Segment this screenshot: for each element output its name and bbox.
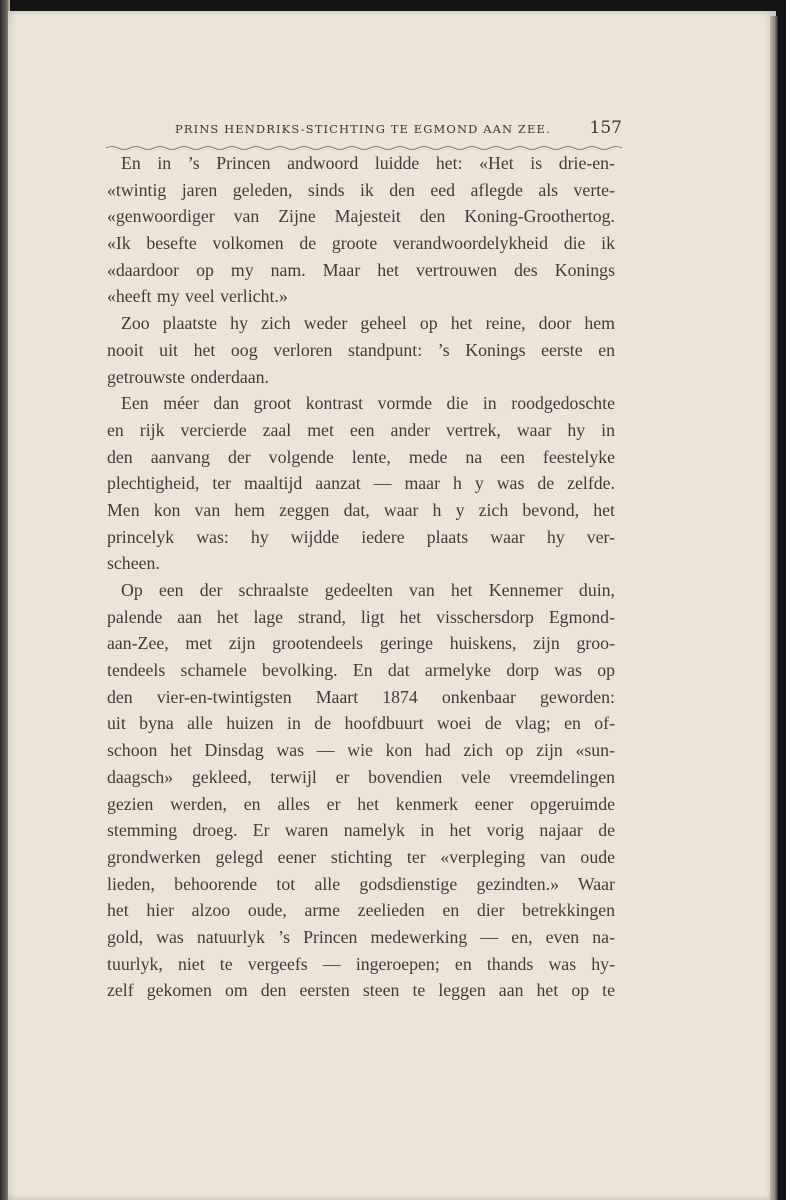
running-header [150, 119, 622, 141]
text-line: nooit uit het oog verloren standpunt: ’s Konings eerste en [107, 339, 615, 360]
text-line: palende aan het lage strand, ligt het visschersdorp Egmond- [107, 606, 615, 627]
text-line: tuurlyk, niet te vergeefs — ingeroepen; en thands was hy- [107, 953, 615, 974]
text-line: getrouwste onderdaan. [107, 366, 269, 387]
text-line: uit byna alle huizen in de hoofdbuurt woei de vlag; en of- [107, 713, 615, 734]
text-line: «genwoordiger van Zijne Majesteit den Koning-Groothertog. [107, 206, 615, 227]
text-line: En in ’s Princen andwoord luidde het: «Het is drie-en- [121, 153, 615, 173]
text-line: grondwerken gelegd eener stichting ter «verpleging van oude [107, 846, 615, 867]
text-line: lieden, behoorende tot alle godsdienstige gezindten.» Waar [107, 873, 615, 894]
text-line: tendeels schamele bevolking. En dat armelyke dorp was op [107, 660, 615, 681]
text-line: princelyk was: hy wijdde iedere plaats waar hy ver- [107, 526, 615, 547]
text-line: schoon het Dinsdag was — wie kon had zich op zijn «sun- [107, 740, 615, 761]
text-line: «daardoor op my nam. Maar het vertrouwen des Konings [107, 259, 615, 280]
text-line: «twintig jaren geleden, sinds ik den eed aflegde als verte- [107, 179, 615, 200]
text-line: den aanvang der volgende lente, mede na een feestelyke [107, 446, 615, 467]
right-page-edge [770, 16, 778, 1200]
text-line: Op een der schraalste gedeelten van het Kennemer duin, [121, 580, 615, 600]
running-title: PRINS HENDRIKS-STICHTING TE EGMOND AAN ZEE. [175, 122, 551, 136]
body-text [107, 150, 615, 1004]
text-line: «Ik besefte volkomen de groote verandwoordelykheid die ik [107, 233, 615, 254]
text-line: Een méer dan groot kontrast vormde die in roodgedoschte [121, 393, 615, 414]
text-line: Men kon van hem zeggen dat, waar h y zich bevond, het [107, 499, 615, 520]
text-line: het hier alzoo oude, arme zeelieden en dier betrekkingen [107, 900, 615, 921]
text-line: aan-Zee, met zijn grootendeels geringe huiskens, zijn groo- [107, 633, 615, 654]
text-line: daagsch» gekleed, terwijl er bovendien vele vreemdelingen [107, 766, 615, 787]
text-line: plechtigheid, ter maaltijd aanzat — maar h y was de zelfde. [107, 473, 615, 494]
text-line: den vier-en-twintigsten Maart 1874 onkenbaar geworden: [107, 686, 615, 707]
text-line: zelf gekomen om den eersten steen te leggen aan het op te [107, 980, 615, 1001]
text-line: «heeft my veel verlicht.» [107, 286, 288, 307]
text-line: scheen. [107, 553, 160, 574]
page-number: 157 [589, 118, 622, 138]
text-line: gold, was natuurlyk ’s Princen medewerking — en, even na- [107, 926, 615, 947]
text-line: en rijk vercierde zaal met een ander vertrek, waar hy in [107, 419, 615, 440]
text-line: stemming droeg. Er waren namelyk in het vorig najaar de [107, 820, 615, 841]
text-line: Zoo plaatste hy zich weder geheel op het reine, door hem [121, 313, 615, 334]
text-line: gezien werden, en alles er het kenmerk eener opgeruimde [107, 793, 615, 814]
